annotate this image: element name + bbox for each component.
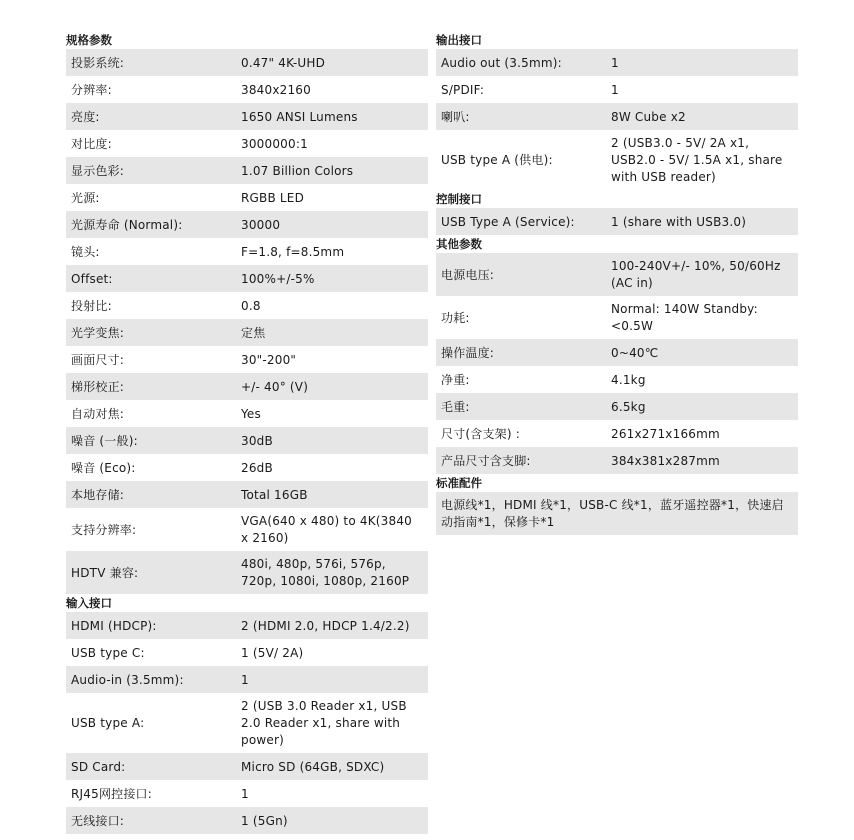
spec-value: 8W Cube x2 xyxy=(606,103,798,130)
right-column xyxy=(436,31,798,535)
spec-row xyxy=(66,666,428,693)
spec-table xyxy=(436,253,798,474)
spec-row xyxy=(66,427,428,454)
spec-value: 1650 ANSI Lumens xyxy=(236,103,428,130)
spec-key: 噪音 (一般): xyxy=(66,427,236,454)
spec-row xyxy=(436,420,798,447)
spec-value: 定焦 xyxy=(236,319,428,346)
spec-value: 3000000:1 xyxy=(241,136,308,151)
spec-row xyxy=(66,780,428,807)
spec-row xyxy=(436,76,798,103)
spec-key: 梯形校正: xyxy=(66,373,236,400)
spec-key: 噪音 (Eco): xyxy=(71,460,136,475)
left-column xyxy=(66,31,428,834)
spec-row xyxy=(66,753,428,780)
spec-value: 6.5kg xyxy=(606,393,798,420)
spec-key: 本地存储: xyxy=(66,481,236,508)
spec-key: USB type A: xyxy=(71,716,145,730)
spec-key: Offset: xyxy=(66,265,236,292)
spec-value: 1 xyxy=(606,49,798,76)
spec-key: SD Card: xyxy=(66,753,236,780)
spec-value: VGA(640 x 480) to 4K(3840 x 2160) xyxy=(241,514,413,545)
section-title: 规格参数 xyxy=(66,33,112,47)
spec-value: RGBB LED xyxy=(241,190,305,205)
spec-key: 喇叭: xyxy=(436,103,606,130)
spec-row xyxy=(66,184,428,211)
spec-row xyxy=(66,807,428,834)
spec-value: 2 (USB3.0 - 5V/ 2A x1, USB2.0 - 5V/ 1.5A x1, share with USB reader) xyxy=(611,136,783,184)
spec-row xyxy=(436,103,798,130)
spec-key: Audio-in (3.5mm): xyxy=(66,666,236,693)
spec-value: 2 (USB 3.0 Reader x1, USB 2.0 Reader x1, share with power) xyxy=(241,699,407,747)
spec-row xyxy=(436,366,798,393)
spec-row xyxy=(66,238,428,265)
spec-row xyxy=(66,292,428,319)
spec-value: 480i, 480p, 576i, 576p, 720p, 1080i, 1080p, 2160P xyxy=(236,551,428,594)
spec-value: 4.1kg xyxy=(611,372,646,387)
spec-value: 1 (5V/ 2A) xyxy=(241,645,304,660)
spec-key: 尺寸(含支架) : xyxy=(441,426,521,441)
spec-key: 投射比: xyxy=(71,298,112,313)
spec-row xyxy=(436,447,798,474)
spec-row xyxy=(66,76,428,103)
spec-row xyxy=(66,400,428,427)
spec-key: 自动对焦: xyxy=(71,406,125,421)
spec-row xyxy=(66,481,428,508)
spec-key: 分辨率: xyxy=(71,82,112,97)
spec-table xyxy=(436,49,798,190)
spec-key: USB type A (供电): xyxy=(441,153,553,167)
spec-row xyxy=(436,253,798,296)
spec-value: 3840x2160 xyxy=(241,82,311,97)
spec-full-text: 电源线*1，HDMI 线*1，USB-C 线*1，蓝牙遥控器*1，快速启动指南*1，保修卡*1 xyxy=(436,492,798,535)
spec-key: 光学变焦: xyxy=(66,319,236,346)
spec-key: 毛重: xyxy=(436,393,606,420)
spec-value: 100-240V+/- 10%, 50/60Hz (AC in) xyxy=(606,253,798,296)
spec-key: HDTV 兼容: xyxy=(66,551,236,594)
spec-key: 电源电压: xyxy=(436,253,606,296)
spec-key: 光源: xyxy=(71,190,100,205)
spec-value: 261x271x166mm xyxy=(611,426,720,441)
spec-key: 操作温度: xyxy=(436,339,606,366)
section-title: 标准配件 xyxy=(436,476,482,490)
spec-key: 画面尺寸: xyxy=(71,352,125,367)
spec-key: USB Type A (Service): xyxy=(436,208,606,235)
spec-row xyxy=(66,265,428,292)
spec-row xyxy=(66,693,428,753)
spec-row xyxy=(66,49,428,76)
spec-key: USB type C: xyxy=(71,645,145,660)
spec-row xyxy=(66,211,428,238)
spec-value: 100%+/-5% xyxy=(236,265,428,292)
spec-value: F=1.8, f=8.5mm xyxy=(241,244,345,259)
spec-key: RJ45网控接口: xyxy=(71,786,152,801)
spec-value: 26dB xyxy=(241,460,273,475)
spec-value: 30dB xyxy=(236,427,428,454)
spec-row xyxy=(66,612,428,639)
spec-row xyxy=(66,103,428,130)
spec-row xyxy=(66,639,428,666)
section-title: 控制接口 xyxy=(436,192,482,206)
spec-value: Normal: 140W Standby: <0.5W xyxy=(611,302,758,333)
spec-key: Audio out (3.5mm): xyxy=(436,49,606,76)
spec-value: 1 (share with USB3.0) xyxy=(606,208,798,235)
spec-value: 0.47" 4K-UHD xyxy=(236,49,428,76)
spec-value: 1 xyxy=(236,666,428,693)
spec-row xyxy=(436,393,798,420)
spec-key: 亮度: xyxy=(66,103,236,130)
spec-row xyxy=(436,296,798,339)
spec-row xyxy=(66,346,428,373)
spec-table xyxy=(436,492,798,535)
spec-row xyxy=(66,454,428,481)
spec-value: Total 16GB xyxy=(236,481,428,508)
spec-row xyxy=(66,508,428,551)
spec-value: 1 xyxy=(241,786,249,801)
spec-row xyxy=(436,492,798,535)
spec-key: 净重: xyxy=(441,372,470,387)
spec-key: 镜头: xyxy=(71,244,100,259)
spec-row xyxy=(66,551,428,594)
spec-key: HDMI (HDCP): xyxy=(66,612,236,639)
spec-row xyxy=(66,157,428,184)
spec-value: 1.07 Billion Colors xyxy=(236,157,428,184)
spec-value: 1 (5Gn) xyxy=(236,807,428,834)
spec-value: 0~40℃ xyxy=(606,339,798,366)
spec-value: Micro SD (64GB, SDXC) xyxy=(236,753,428,780)
spec-value: 384x381x287mm xyxy=(606,447,798,474)
spec-value: Yes xyxy=(241,406,261,421)
spec-row xyxy=(66,319,428,346)
spec-key: 功耗: xyxy=(441,310,470,325)
spec-key: 光源寿命 (Normal): xyxy=(66,211,236,238)
spec-row xyxy=(436,208,798,235)
spec-value: +/- 40° (V) xyxy=(236,373,428,400)
section-title: 其他参数 xyxy=(436,237,482,251)
spec-table xyxy=(66,612,428,834)
spec-key: 产品尺寸含支脚: xyxy=(436,447,606,474)
spec-key: 投影系统: xyxy=(66,49,236,76)
spec-key: 对比度: xyxy=(71,136,112,151)
spec-value: 2 (HDMI 2.0, HDCP 1.4/2.2) xyxy=(236,612,428,639)
spec-row xyxy=(66,373,428,400)
spec-key: 无线接口: xyxy=(66,807,236,834)
spec-row xyxy=(436,130,798,190)
spec-row xyxy=(436,339,798,366)
spec-row xyxy=(436,49,798,76)
spec-value: 30"-200" xyxy=(241,352,297,367)
spec-value: 1 xyxy=(611,82,619,97)
spec-table xyxy=(66,49,428,594)
spec-value: 30000 xyxy=(236,211,428,238)
section-title: 输入接口 xyxy=(66,596,112,610)
spec-row xyxy=(66,130,428,157)
spec-key: 支持分辨率: xyxy=(71,522,137,537)
spec-key: S/PDIF: xyxy=(441,82,485,97)
spec-table xyxy=(436,208,798,235)
section-title: 输出接口 xyxy=(436,33,482,47)
spec-value: 0.8 xyxy=(241,298,261,313)
spec-key: 显示色彩: xyxy=(66,157,236,184)
